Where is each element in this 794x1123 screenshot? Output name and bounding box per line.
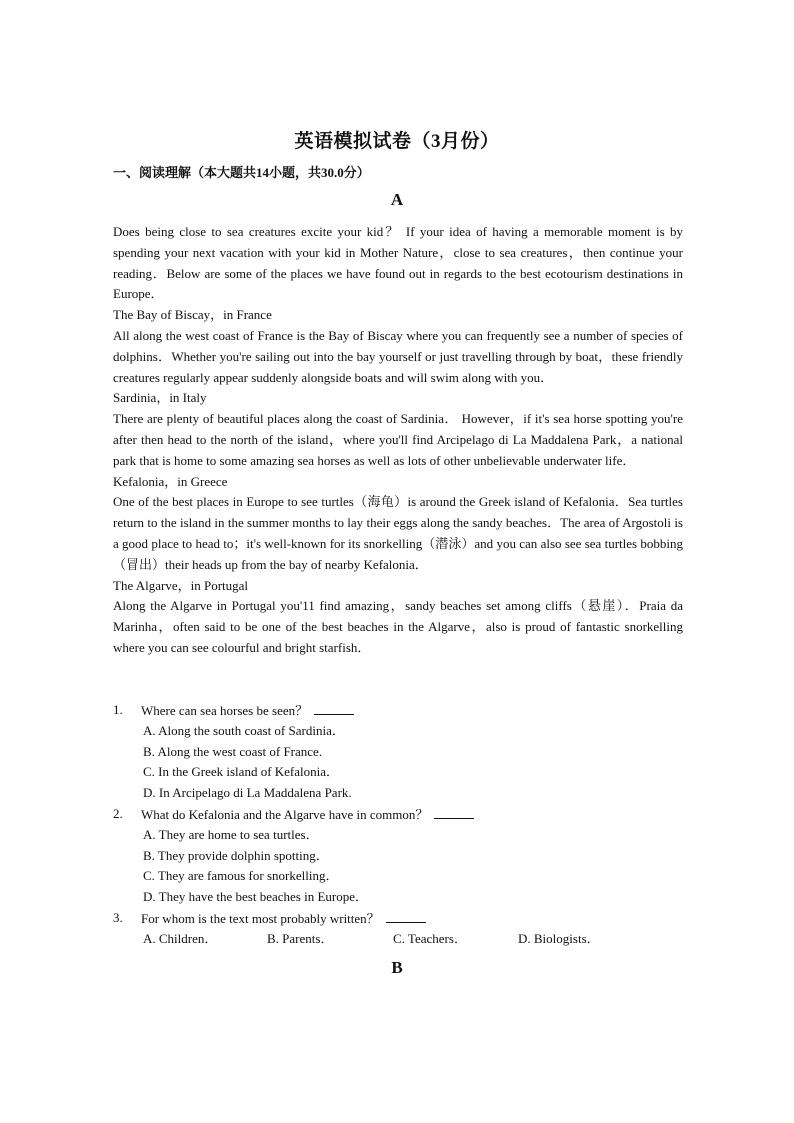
part-b-label: B xyxy=(391,958,403,977)
part-a-label: A xyxy=(390,190,404,209)
answer-option[interactable]: D. In Arcipelago di La Maddalena Park. xyxy=(143,785,352,801)
destination-paragraph: Along the Algarve in Portugal you'11 find amazing，sandy beaches set among cliffs（悬崖）．Praia da Marinha，often said to be one of the best beaches in the Algarve，also is proud of fantastic snorkelling where you can see colourful and bright starfish． xyxy=(113,598,683,655)
reading-passage xyxy=(113,222,683,659)
answer-option[interactable]: B. They provide dolphin spotting． xyxy=(143,847,329,863)
question xyxy=(113,804,683,825)
answer-option[interactable]: A. Children． xyxy=(143,930,218,946)
destination-heading: The Bay of Biscay，in France xyxy=(113,307,272,323)
answer-option[interactable]: B. Parents． xyxy=(267,930,334,946)
answer-blank[interactable] xyxy=(314,700,354,715)
destination-heading: Sardinia，in Italy xyxy=(113,390,207,406)
question-number: 3. xyxy=(113,909,123,925)
answer-option[interactable]: A. They are home to sea turtles． xyxy=(143,826,319,842)
question-list xyxy=(113,700,683,950)
page-title: 英语模拟试卷（3月份） xyxy=(294,131,500,152)
question xyxy=(113,700,683,721)
answer-option[interactable]: C. They are famous for snorkelling． xyxy=(143,868,339,884)
answer-blank[interactable] xyxy=(386,908,426,923)
question-number: 1. xyxy=(113,702,123,717)
destination-heading: The Algarve，in Portugal xyxy=(113,577,249,593)
destination-paragraph: There are plenty of beautiful places along the coast of Sardinia． However，if it's sea horse spotting you're after then head to the north of the island，where you'll find Arcipelago di La Maddalena Park，a national park that is home to some amazing sea horses as well as lots of other unbelievable underwater life． xyxy=(113,411,683,468)
answer-option[interactable]: B. Along the west coast of France. xyxy=(143,743,323,759)
question-number: 2. xyxy=(113,805,123,821)
answer-option[interactable]: D. They have the best beaches in Europe． xyxy=(143,889,369,905)
question-stem: Where can sea horses be seen？ xyxy=(141,703,309,718)
answer-option[interactable]: C. In the Greek island of Kefalonia． xyxy=(143,764,340,780)
answer-option[interactable]: A. Along the south coast of Sardinia． xyxy=(143,722,345,738)
answer-option[interactable]: C. Teachers． xyxy=(393,930,467,946)
answer-blank[interactable] xyxy=(434,804,474,819)
destination-heading: Kefalonia，in Greece xyxy=(113,473,228,489)
question-stem: For whom is the text most probably written？ xyxy=(141,910,380,926)
destination-paragraph: One of the best places in Europe to see turtles（海龟）is around the Greek island of Kefalonia．Sea turtles return to the island in the summer months to lay their eggs along the sandy beaches．The area of Argostoli is a good place to head to；it's well-known for its snorkelling（潜泳）and you can also see sea turtles bobbing（冒出）their heads up from the bay of nearby Kefalonia． xyxy=(113,494,683,572)
passage-intro: Does being close to sea creatures excite your kid？ If your idea of having a memorable moment is by spending your next vacation with your kid in Mother Nature，close to sea creatures，then continue your reading．Below are some of the places we have found out in regards to the best ecotourism destinations in Europe． xyxy=(113,224,683,302)
destination-paragraph: All along the west coast of France is the Bay of Biscay where you can frequently see a number of species of dolphins．Whether you're sailing out into the bay yourself or just travelling through by boat，these friendly creatures regularly appear suddenly alongside boats and will swim along with you． xyxy=(113,327,683,385)
answer-option[interactable]: D. Biologists． xyxy=(518,930,600,946)
question xyxy=(113,908,683,929)
section-heading: 一、阅读理解（本大题共14小题，共30.0分） xyxy=(113,165,370,180)
question-stem: What do Kefalonia and the Algarve have in common？ xyxy=(141,806,429,822)
